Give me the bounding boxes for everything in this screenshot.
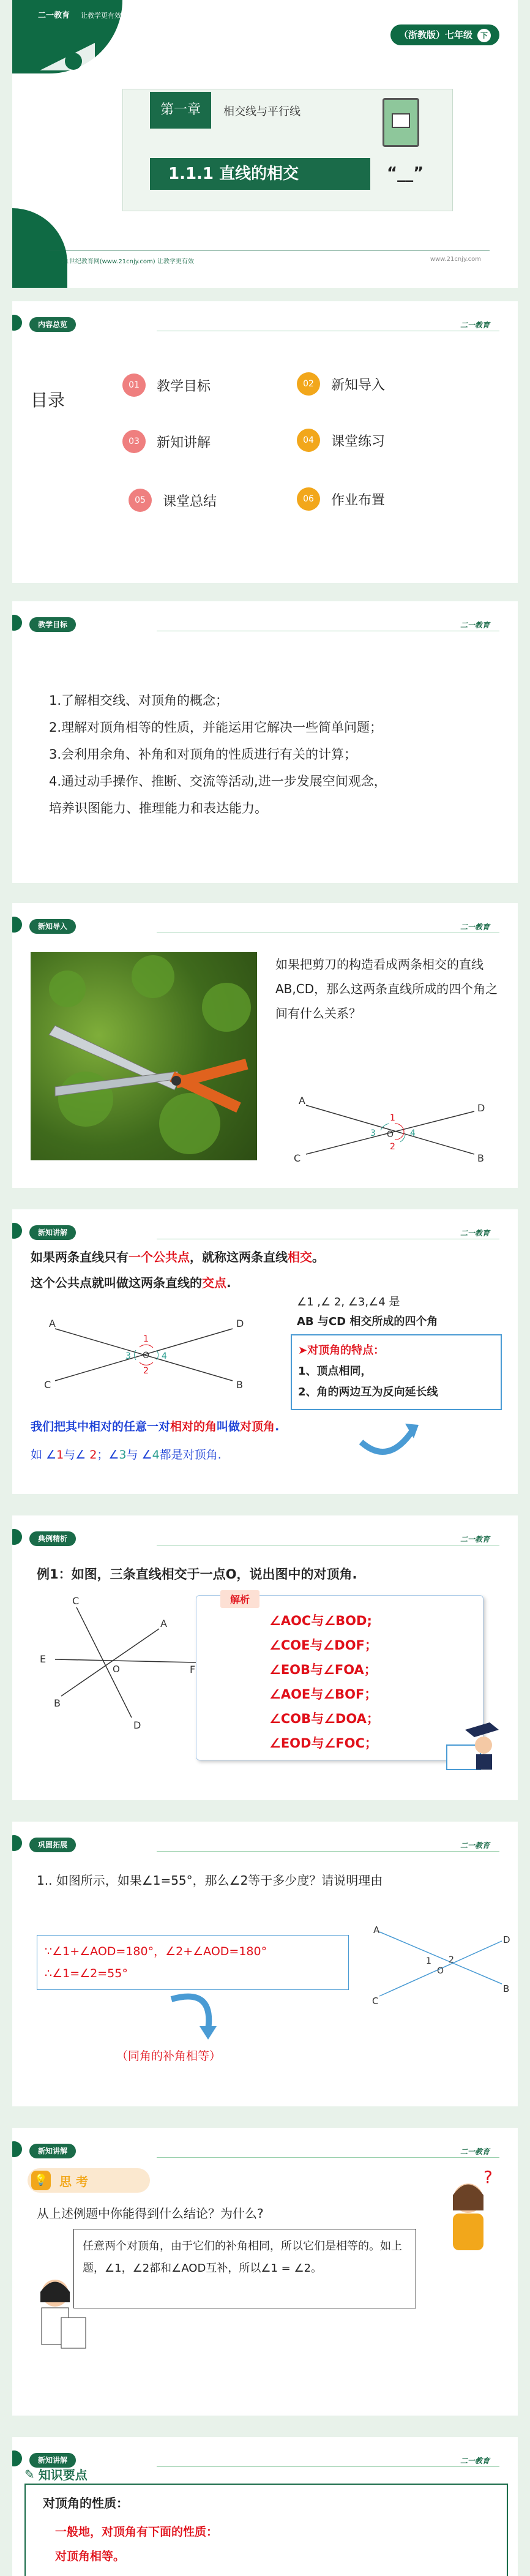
pencil-icon: ✎ xyxy=(24,2466,35,2482)
knowledge-title-text: 知识要点 xyxy=(38,2468,88,2482)
answer-item: ∠COB与∠DOA； xyxy=(269,1711,379,1726)
knowledge-line-1: 一般地，对顶角有下面的性质： xyxy=(55,2525,218,2539)
definition-line-4: 如 ∠1与∠ 2；∠3与 ∠4都是对顶角. xyxy=(31,1448,222,1462)
intro-diagram xyxy=(269,1032,508,1173)
label-2: 2 xyxy=(143,1366,149,1376)
label-o: O xyxy=(387,1130,394,1140)
slide-dot xyxy=(12,1835,22,1851)
slide-logo: 二一教育 xyxy=(460,2147,490,2156)
knowledge-heading: 对顶角的性质： xyxy=(43,2496,129,2510)
lightbulb-icon: 💡 xyxy=(31,2171,51,2190)
label-a: A xyxy=(160,1618,167,1629)
thinking-girl-illustration xyxy=(441,2165,502,2256)
slide-logo: 二一教育 xyxy=(460,2457,490,2465)
cover-slide xyxy=(12,0,518,288)
label-o: O xyxy=(143,1351,150,1361)
label-2: 2 xyxy=(390,1142,395,1152)
feature-title: ➤对顶角的特点： xyxy=(298,1344,385,1357)
label-b: B xyxy=(54,1697,61,1709)
label-o: O xyxy=(437,1966,444,1976)
slide-dot xyxy=(12,615,22,631)
proof-reason: （同角的补角相等） xyxy=(116,2049,222,2063)
intro-question: 如果把剪刀的构造看成两条相交的直线AB,CD，那么这两条直线所成的四个角之间有什么关系？ xyxy=(275,957,498,1021)
angles-text xyxy=(297,1293,438,1332)
label-c: C xyxy=(372,1996,379,2007)
definition-line-2: 这个公共点就叫做这两条直线的交点. xyxy=(31,1275,231,1290)
curved-arrow-icon xyxy=(165,1987,233,2042)
objective-line: 4.通过动手操作、推断、交流等活动,进一步发展空间观念， xyxy=(49,774,387,789)
example-diagram xyxy=(31,1595,196,1748)
header-line xyxy=(157,2466,499,2467)
example-tag: 典例精析 xyxy=(29,1531,76,1546)
example-slide xyxy=(12,1515,518,1800)
label-o: O xyxy=(113,1664,120,1675)
feature-item-2: 2、角的两边互为反向延长线 xyxy=(298,1386,438,1399)
toc-num-02: 02 xyxy=(297,372,320,396)
knowledge-line-2: 对顶角相等。 xyxy=(55,2550,125,2563)
toc-label-06: 作业布置 xyxy=(331,492,386,508)
toc-num-03: 03 xyxy=(122,430,146,453)
practice-diagram xyxy=(367,1913,514,2011)
toc-label-01: 教学目标 xyxy=(157,378,211,394)
objective-line: 3.会利用余角、补角和对顶角的性质进行有关的计算； xyxy=(49,747,357,762)
header-line xyxy=(157,2157,499,2158)
proof-box xyxy=(37,1935,349,1990)
angles-line-1: ∠1 ,∠ 2, ∠3,∠4 是 xyxy=(297,1296,400,1309)
label-e: E xyxy=(40,1653,47,1665)
lecture-diagram xyxy=(31,1295,263,1405)
definition-line-1: 如果两条直线只有一个公共点，就称这两条直线相交。 xyxy=(31,1250,324,1264)
intro-slide xyxy=(12,903,518,1188)
example-question: 例1：如图，三条直线相交于一点O，说出图中的对顶角. xyxy=(37,1567,357,1582)
toc-item-03[interactable] xyxy=(122,430,211,453)
slide-dot xyxy=(12,2141,22,2157)
toc-item-05[interactable] xyxy=(129,489,217,512)
answer-item: ∠EOB与∠FOA； xyxy=(269,1662,377,1677)
toc-num-04: 04 xyxy=(297,429,320,452)
proof-line-2: ∴∠1=∠2=55° xyxy=(45,1967,128,1980)
chapter-title: 相交线与平行线 xyxy=(223,105,300,118)
slide-dot xyxy=(12,917,22,933)
knowledge-slide xyxy=(12,2437,518,2576)
lecture-tag: 新知讲解 xyxy=(29,1225,76,1240)
practice-tag: 巩固拓展 xyxy=(29,1838,76,1852)
toc-title: 目录 xyxy=(31,390,65,410)
think-slide xyxy=(12,2128,518,2416)
slide-dot xyxy=(12,2450,22,2466)
curved-arrow-icon xyxy=(355,1411,422,1460)
label-b: B xyxy=(236,1379,243,1391)
answer-list xyxy=(269,1609,379,1756)
slide-logo: 二一教育 xyxy=(460,321,490,329)
slide-logo: 二一教育 xyxy=(460,621,490,629)
definition-line-3: 我们把其中相对的任意一对相对的角叫做对顶角. xyxy=(31,1420,280,1433)
practice-question: 1.. 如图所示，如果∠1=55°，那么∠2等于多少度？请说明理由 xyxy=(37,1873,383,1888)
slide-logo: 二一教育 xyxy=(460,1841,490,1850)
cover-quote: “__” xyxy=(387,164,424,182)
toc-num-06: 06 xyxy=(297,487,320,511)
think-badge xyxy=(28,2168,150,2193)
angles-line-2: AB 与CD 相交所成的四个角 xyxy=(297,1315,438,1328)
label-c: C xyxy=(44,1379,51,1391)
toc-num-05: 05 xyxy=(129,489,152,512)
section-title: 1.1.1 直线的相交 xyxy=(150,158,370,190)
reading-girl-illustration xyxy=(24,2269,92,2360)
toc-slide xyxy=(12,301,518,583)
cover-footer-left: 21世纪教育网(www.21cnjy.com) 让教学更有效 xyxy=(61,258,194,265)
label-2: 2 xyxy=(449,1955,454,1965)
label-1: 1 xyxy=(390,1113,395,1123)
svg-text:?: ? xyxy=(483,2167,493,2187)
answer-item: ∠EOD与∠FOC； xyxy=(269,1736,378,1751)
toc-num-01: 01 xyxy=(122,374,146,397)
think-question: 从上述例题中你能得到什么结论？为什么? xyxy=(37,2206,264,2221)
cover-footer-right: www.21cnjy.com xyxy=(430,256,481,263)
practice-slide xyxy=(12,1822,518,2106)
triangle-ruler-icon xyxy=(37,37,98,73)
scissors-photo xyxy=(31,952,257,1160)
slide-logo: 二一教育 xyxy=(460,1535,490,1544)
intro-tag: 新知导入 xyxy=(29,919,76,934)
slide-dot xyxy=(12,1223,22,1239)
feature-item-1: 1、顶点相同， xyxy=(298,1365,372,1378)
label-a: A xyxy=(373,1924,380,1936)
lecture-slide xyxy=(12,1209,518,1494)
label-4: 4 xyxy=(162,1351,167,1361)
feature-box xyxy=(291,1334,502,1410)
label-d: D xyxy=(503,1934,510,1945)
book-icon xyxy=(383,98,419,147)
cover-logo: 二一教育 让教学更有效 xyxy=(38,11,122,20)
label-c: C xyxy=(294,1152,301,1164)
toc-item-01[interactable] xyxy=(122,374,211,397)
label-a: A xyxy=(49,1318,56,1329)
label-d: D xyxy=(236,1318,244,1329)
think-answer: 任意两个对顶角，由于它们的补角相同，所以它们是相等的。如上题，∠1，∠2都和∠AOD互补，所以∠1 = ∠2。 xyxy=(73,2229,416,2308)
label-f: F xyxy=(190,1664,196,1675)
proof-line-1: ∵∠1+∠AOD=180°，∠2+∠AOD=180° xyxy=(45,1945,267,1958)
slide-logo: 二一教育 xyxy=(460,1229,490,1237)
toc-label-02: 新知导入 xyxy=(331,377,386,393)
toc-item-06[interactable] xyxy=(297,487,385,511)
label-3: 3 xyxy=(370,1128,376,1138)
answer-item: ∠AOC与∠BOD; xyxy=(269,1613,372,1628)
objective-line: 1.了解相交线、对顶角的概念； xyxy=(49,693,229,708)
slide-dot xyxy=(12,1529,22,1545)
toc-item-02[interactable] xyxy=(297,372,385,396)
label-4: 4 xyxy=(410,1128,416,1138)
label-b: B xyxy=(503,1983,510,1994)
cover-corner-bottom xyxy=(12,208,67,288)
toc-label-03: 新知讲解 xyxy=(157,435,211,451)
label-1: 1 xyxy=(426,1956,431,1966)
label-1: 1 xyxy=(143,1334,149,1344)
objectives-list xyxy=(49,687,502,822)
knowledge-title xyxy=(24,2465,88,2483)
objectives-slide xyxy=(12,601,518,883)
knowledge-tag: 新知讲解 xyxy=(29,2453,76,2468)
toc-tag: 内容总览 xyxy=(29,317,76,332)
answer-item: ∠AOE与∠BOF； xyxy=(269,1687,378,1702)
objectives-tag: 教学目标 xyxy=(29,617,76,632)
toc-label-05: 课堂总结 xyxy=(163,494,217,509)
label-a: A xyxy=(299,1095,305,1106)
think-badge-label: 思 考 xyxy=(59,2174,88,2189)
objective-line: 培养识图能力、推理能力和表达能力。 xyxy=(49,801,267,816)
label-b: B xyxy=(477,1152,484,1164)
slide-logo: 二一教育 xyxy=(460,923,490,931)
label-d: D xyxy=(477,1102,485,1114)
answer-item: ∠COE与∠DOF； xyxy=(269,1638,378,1653)
label-c: C xyxy=(72,1595,80,1607)
objective-line: 2.理解对顶角相等的性质，并能运用它解决一些简单问题； xyxy=(49,720,383,735)
grade-badge: （浙教版）七年级 下 xyxy=(390,24,499,45)
toc-label-04: 课堂练习 xyxy=(331,434,386,449)
think-tag: 新知讲解 xyxy=(29,2144,76,2158)
label-d: D xyxy=(133,1719,141,1731)
label-3: 3 xyxy=(125,1351,131,1361)
header-line xyxy=(157,1851,499,1852)
analysis-badge: 解析 xyxy=(220,1590,259,1608)
slide-dot xyxy=(12,315,22,331)
chapter-label: 第一章 xyxy=(150,92,211,129)
toc-item-04[interactable] xyxy=(297,429,385,452)
graduate-illustration xyxy=(441,1711,502,1773)
